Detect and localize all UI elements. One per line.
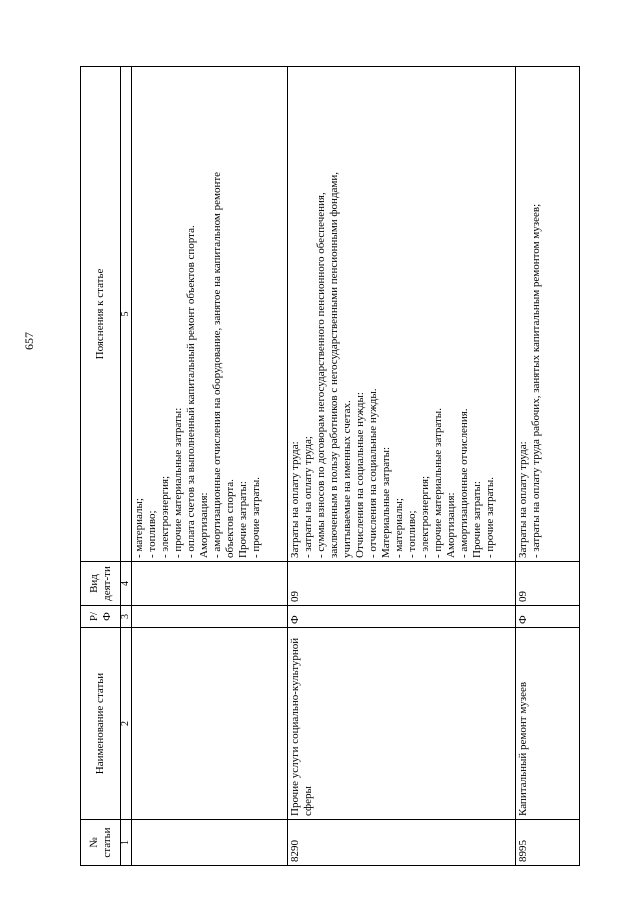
explanation-line: - затраты на оплату труда рабочих, занятых капитальным ремонтом музеев;	[529, 203, 542, 558]
article-rf	[132, 606, 288, 628]
explanation-line: - топливо;	[146, 510, 158, 558]
article-explanation	[515, 67, 579, 562]
table-row	[287, 67, 515, 866]
table-row	[515, 67, 579, 866]
explanation-line: Амортизация:	[198, 492, 210, 558]
header-article-number: № статьи	[81, 820, 121, 866]
column-number: 4	[121, 562, 132, 606]
explanation-line: Отчисления на социальные нужды:	[353, 392, 366, 558]
header-activity: Вид деят-ти	[81, 562, 121, 606]
explanation-line: Материальные затраты:	[379, 446, 392, 558]
explanation-line: - прочие затраты.	[483, 477, 496, 558]
explanation-line: - прочие материальные затраты:	[172, 407, 184, 558]
explanation-line: - суммы взносов по договорам негосударственного пенсионного обеспечения,	[314, 192, 327, 558]
column-number: 5	[121, 67, 132, 562]
explanation-line: Прочие затраты:	[237, 481, 249, 558]
article-code: 8995	[515, 820, 579, 866]
column-number: 2	[121, 628, 132, 820]
article-code: 8290	[287, 820, 515, 866]
article-code	[132, 820, 288, 866]
article-activity: 09	[287, 562, 515, 606]
explanation-line: - топливо;	[405, 510, 418, 558]
document-table-rotated	[80, 66, 580, 866]
header-article-name: Наименование статьи	[81, 628, 121, 820]
explanation-line: учитываемые на именных счетах.	[340, 400, 353, 558]
articles-table	[80, 66, 580, 866]
article-explanation	[132, 67, 288, 562]
explanation-line: - материалы;	[133, 498, 145, 558]
explanation-line: Затраты на оплату труда:	[288, 441, 301, 558]
article-rf: Ф	[515, 606, 579, 628]
explanation-line: Затраты на оплату труда:	[516, 441, 529, 558]
page-number: 657	[22, 332, 36, 350]
explanation-line: - электроэнергия;	[159, 475, 171, 558]
table-body	[132, 67, 580, 866]
explanation-line: - материалы;	[392, 498, 405, 558]
header-explanations: Пояснения к статье	[81, 67, 121, 562]
explanation-line: - амортизационные отчисления на оборудование, занятое на капитальном ремонте	[211, 171, 223, 558]
explanation-line: Прочие затраты:	[470, 481, 483, 558]
column-number: 1	[121, 820, 132, 866]
article-rf: Ф	[287, 606, 515, 628]
column-number-row	[121, 67, 132, 866]
header-rf: Р/ Ф	[81, 606, 121, 628]
explanation-line: - прочие затраты.	[250, 477, 262, 558]
article-activity	[132, 562, 288, 606]
article-name: Прочие услуги социально-культурной сферы	[287, 628, 515, 820]
article-explanation	[287, 67, 515, 562]
article-activity: 09	[515, 562, 579, 606]
explanation-line: - затраты на оплату труда;	[301, 436, 314, 558]
explanation-line: заключенным в пользу работников с негосударственными пенсионными фондами,	[327, 171, 340, 558]
explanation-line: - электроэнергия;	[418, 475, 431, 558]
table-row	[132, 67, 288, 866]
explanation-line: - отчисления на социальные нужды.	[366, 388, 379, 558]
column-number: 3	[121, 606, 132, 628]
explanation-line: - прочие материальные затраты.	[431, 408, 444, 558]
article-name: Капитальный ремонт музеев	[515, 628, 579, 820]
explanation-line: объектов спорта.	[224, 479, 236, 558]
explanation-line: - оплата счетов за выполненный капитальный ремонт объектов спорта.	[185, 225, 197, 558]
explanation-line: - амортизационные отчисления.	[457, 408, 470, 558]
explanation-line: Амортизация:	[444, 492, 457, 558]
article-name	[132, 628, 288, 820]
header-row	[81, 67, 121, 866]
